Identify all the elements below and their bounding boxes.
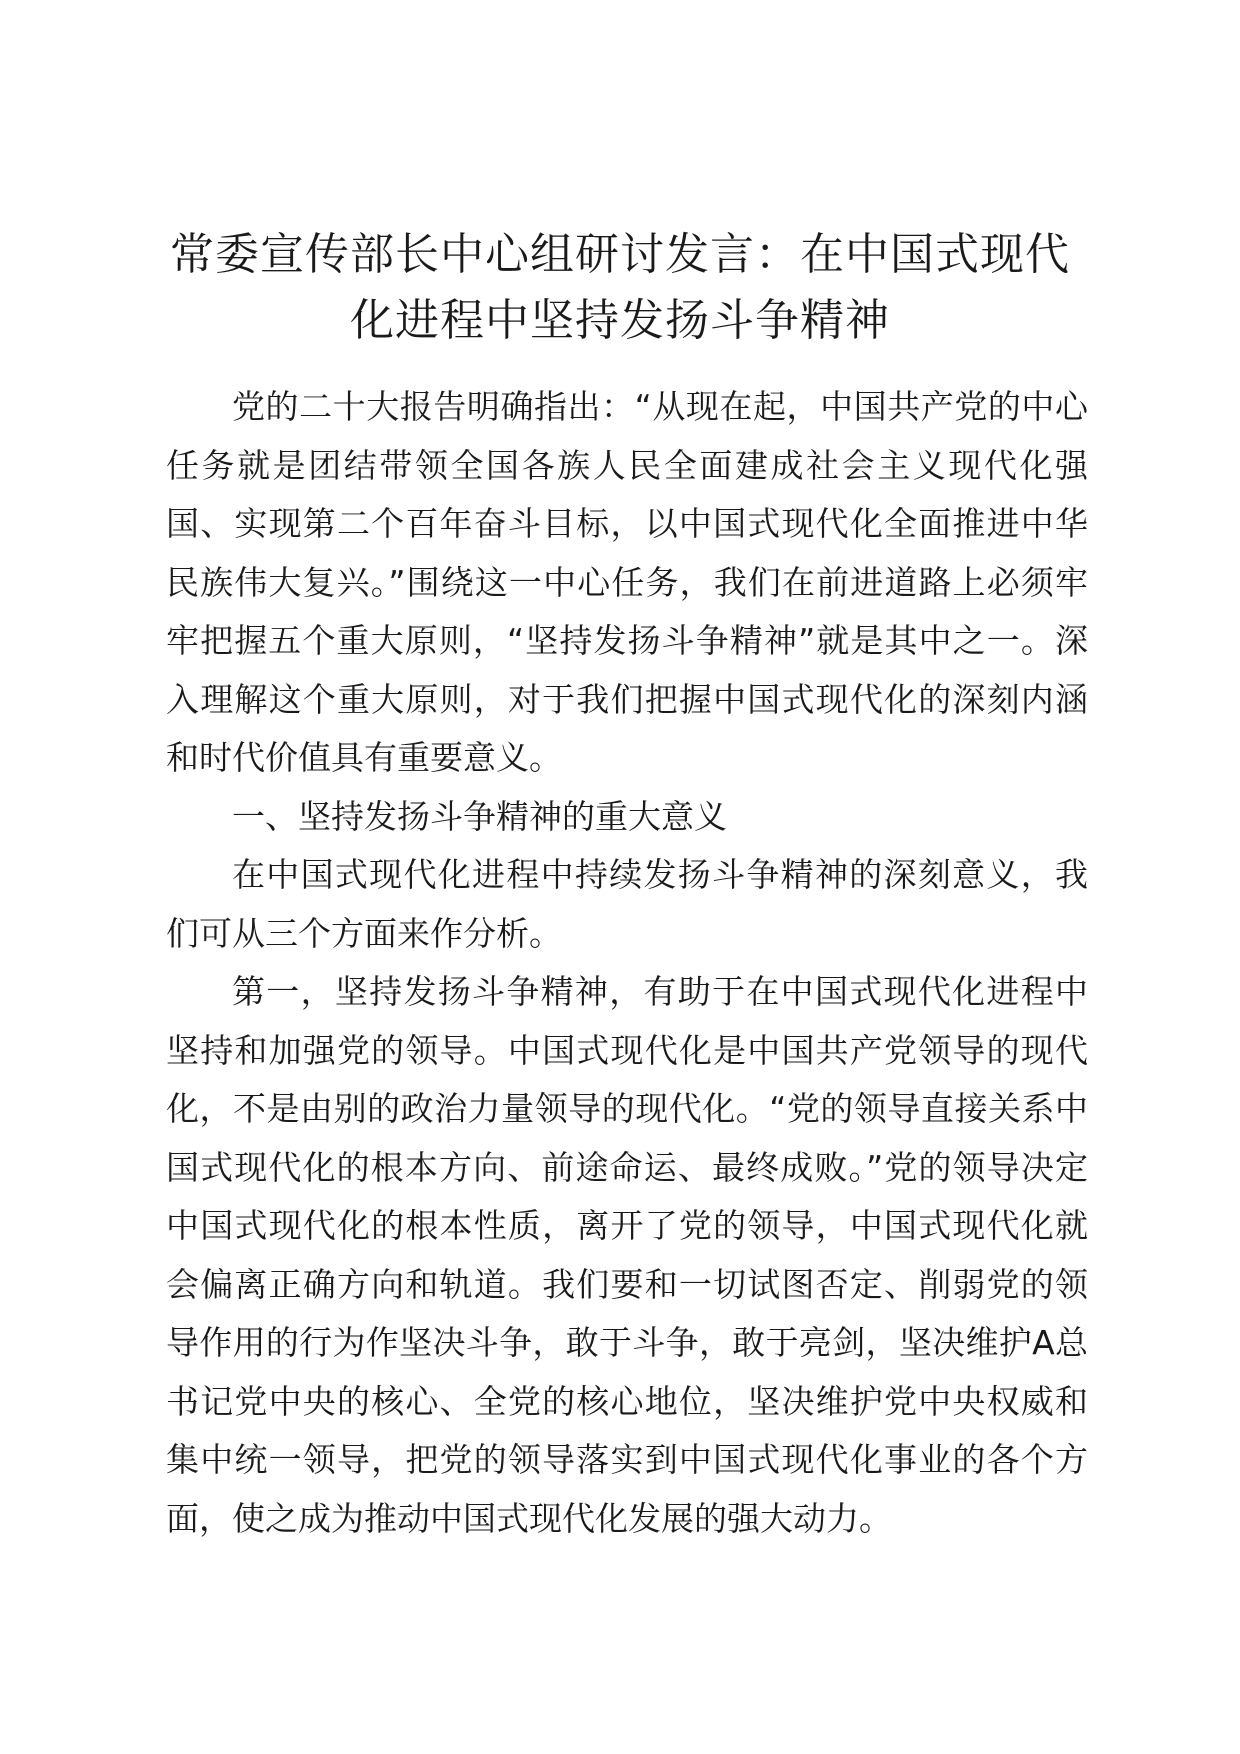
intro-paragraph: 党的二十大报告明确指出：“从现在起，中国共产党的中心任务就是团结带领全国各族人民全面建成社会主义现代化强国、实现第二个百年奋斗目标，以中国式现代化全面推进中华民族伟大复兴。”围绕这一中心任务，我们在前进道路上必须牢牢把握五个重大原则，“坚持发扬斗争精神”就是其中之一。深入理解这个重大原则，对于我们把握中国式现代化的深刻内涵和时代价值具有重要意义。 bbox=[166, 387, 1088, 777]
document-body bbox=[166, 378, 1088, 1548]
section-heading: 一、坚持发扬斗争精神的重大意义 bbox=[232, 796, 727, 836]
document-title: 常委宣传部长中心组研讨发言：在中国式现代化进程中坚持发扬斗争精神 bbox=[170, 229, 1070, 346]
body-paragraph: 第一，坚持发扬斗争精神，有助于在中国式现代化进程中坚持和加强党的领导。中国式现代化是中国共产党领导的现代化，不是由别的政治力量领导的现代化。“党的领导直接关系中国式现代化的根本方向、前途命运、最终成败。”党的领导决定中国式现代化的根本性质，离开了党的领导，中国式现代化就会偏离正确方向和轨道。我们要和一切试图否定、削弱党的领导作用的行为作坚决斗争，敢于斗争，敢于亮剑，坚决维护A总书记党中央的核心、全党的核心地位，坚决维护党中央权威和集中统一领导，把党的领导落实到中国式现代化事业的各个方面，使之成为推动中国式现代化发展的强大动力。 bbox=[166, 972, 1088, 1538]
body-paragraph: 在中国式现代化进程中持续发扬斗争精神的深刻意义，我们可从三个方面来作分析。 bbox=[166, 855, 1088, 953]
